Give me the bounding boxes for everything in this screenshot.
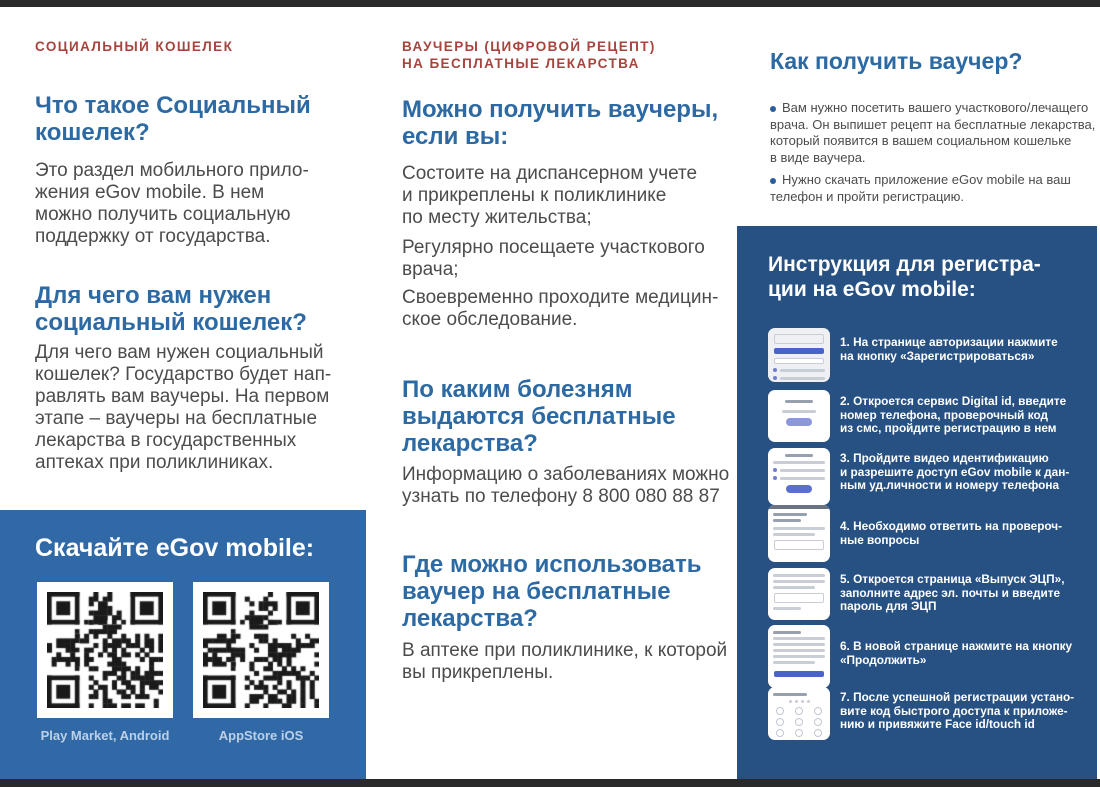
download-egov-box bbox=[0, 510, 366, 779]
section-heading-how-to-get-voucher: Как получить ваучер? bbox=[770, 48, 1023, 74]
step-1-authorization-screen-thumbnail bbox=[768, 328, 830, 382]
section-heading-where-to-use: Где можно использовать ваучер на бесплатные лекарства? bbox=[402, 551, 702, 632]
section-body-what-is-social-wallet: Это раздел мобильного прило- жения eGov mobile. В нем можно получить социальную поддержку от государства. bbox=[35, 160, 309, 247]
how-to-bullet-2 bbox=[770, 172, 1071, 205]
section-heading-why-social-wallet: Для чего вам нужен социальный кошелек? bbox=[35, 282, 307, 336]
step-3-access-permission-screen-thumbnail bbox=[768, 448, 830, 505]
qr-code-android-icon bbox=[47, 592, 163, 708]
step-4-text: 4. Необходимо ответить на провероч- ные вопросы bbox=[840, 519, 1063, 547]
step-5-text: 5. Откроется страница «Выпуск ЭЦП», заполните адрес эл. почты и введите пароль для ЭЦП bbox=[840, 572, 1065, 614]
how-to-bullet-1-text: Вам нужно посетить вашего участкового/лечащего врача. Он выпишет рецепт на бесплатные лекарства, который появится в вашем социальном кошельке в виде ваучера. bbox=[770, 100, 1096, 165]
step-1-text: 1. На странице авторизации нажмите на кнопку «Зарегистрироваться» bbox=[840, 335, 1058, 363]
download-box-title: Скачайте eGov mobile: bbox=[35, 534, 315, 562]
step-3-text: 3. Пройдите видео идентификацию и разрешите доступ eGov mobile к дан- ным уд.личности и номеру телефона bbox=[840, 451, 1070, 493]
voucher-condition-3: Своевременно проходите медицин- ское обследование. bbox=[402, 287, 719, 330]
section-heading-which-diseases: По каким болезням выдаются бесплатные лекарства? bbox=[402, 376, 676, 457]
qr-code-android bbox=[37, 582, 173, 718]
step-6-text: 6. В новой странице нажмите на кнопку «Продолжить» bbox=[840, 639, 1073, 667]
bottom-frame-bar bbox=[0, 779, 1100, 787]
voucher-condition-2: Регулярно посещаете участкового врача; bbox=[402, 237, 705, 280]
section-body-why-social-wallet: Для чего вам нужен социальный кошелек? Государство будет нап- равлять вам ваучеры. На первом этапе – ваучеры на бесплатные лекарства в государственных аптеках при поликлиниках. bbox=[35, 342, 332, 473]
bullet-dot-icon bbox=[770, 106, 776, 112]
qr-code-ios bbox=[193, 582, 329, 718]
step-5-ecp-issue-screen-thumbnail bbox=[768, 568, 830, 620]
step-6-continue-screen-thumbnail bbox=[768, 625, 830, 688]
left-column-kicker: СОЦИАЛЬНЫЙ КОШЕЛЕК bbox=[35, 39, 234, 54]
step-2-text: 2. Откроется сервис Digital id, введите номер телефона, проверочный код из смс, пройдите регистрацию в нем bbox=[840, 394, 1067, 436]
voucher-condition-1: Состоите на диспансерном учете и прикреплены к поликлинике по месту жительства; bbox=[402, 163, 698, 228]
instruction-box-title: Инструкция для регистра- ции на eGov mobile: bbox=[768, 253, 1041, 301]
qr-code-ios-icon bbox=[203, 592, 319, 708]
section-heading-can-get-vouchers: Можно получить ваучеры, если вы: bbox=[402, 96, 719, 150]
middle-column-kicker: ВАУЧЕРЫ (ЦИФРОВОЙ РЕЦЕПТ) НА БЕСПЛАТНЫЕ ЛЕКАРСТВА bbox=[402, 39, 656, 71]
step-7-pin-code-screen-thumbnail bbox=[768, 687, 830, 740]
qr-label-ios: AppStore iOS bbox=[218, 728, 304, 743]
step-4-verification-questions-screen-thumbnail bbox=[768, 505, 830, 562]
step-7-text: 7. После успешной регистрации устано- вите код быстрого доступа к приложе- нию и привяжите Face id/touch id bbox=[840, 690, 1075, 732]
diseases-info-phone: Информацию о заболеваниях можно узнать по телефону 8 800 080 88 87 bbox=[402, 464, 730, 507]
step-2-digital-id-screen-thumbnail bbox=[768, 390, 830, 442]
how-to-bullet-1 bbox=[770, 100, 1095, 166]
section-heading-what-is-social-wallet: Что такое Социальный кошелек? bbox=[35, 92, 311, 146]
qr-label-android: Play Market, Android bbox=[40, 728, 170, 743]
where-to-use-body: В аптеке при поликлинике, к которой вы прикреплены. bbox=[402, 640, 728, 683]
top-frame-bar bbox=[0, 0, 1100, 7]
bullet-dot-icon bbox=[770, 178, 776, 184]
how-to-bullet-2-text: Нужно скачать приложение eGov mobile на ваш телефон и пройти регистрацию. bbox=[770, 172, 1071, 204]
